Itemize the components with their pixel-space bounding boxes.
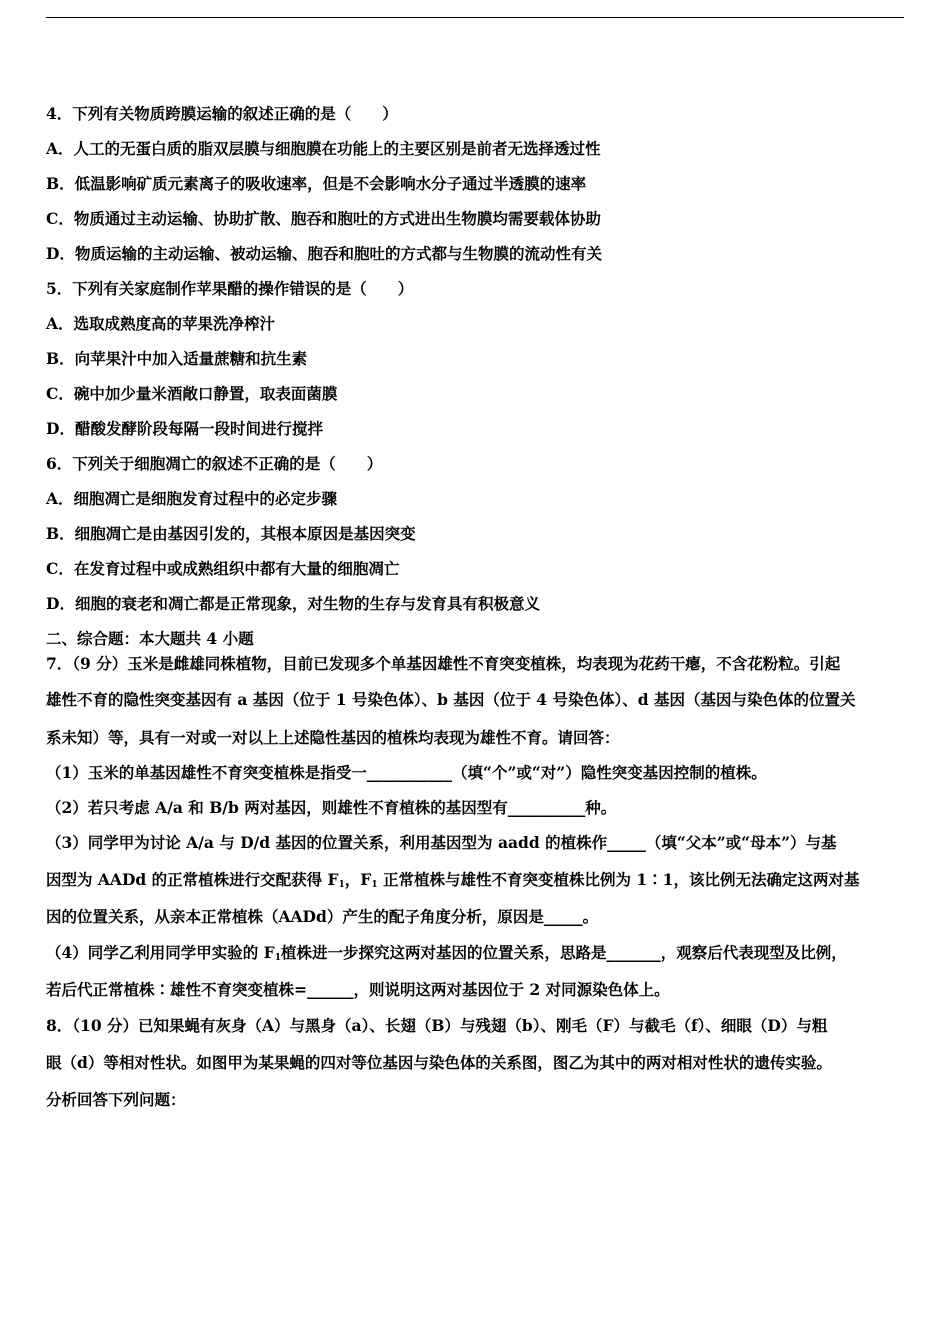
header-rule — [46, 17, 904, 18]
subscript-f1: 1 — [274, 953, 281, 963]
q7-intro-line-1: 7．（9 分）玉米是雌雄同株植物，目前已发现多个单基因雄性不育突变植株，均表现为花药干瘪，不含花粉粒。引起 — [46, 654, 841, 673]
q7-intro-line-3: 系未知）等，具有一对或一对以上上述隐性基因的植株均表现为雄性不育。请回答： — [46, 728, 620, 747]
q8-intro-line-1: 8．（10 分）已知果蝇有灰身（A）与黑身（a）、长翅（B）与残翅（b）、刚毛（F）与截毛（f）、细眼（D）与粗 — [46, 1016, 828, 1035]
q8-intro-line-2: 眼（d）等相对性状。如图甲为某果蝇的四对等位基因与染色体的关系图，图乙为其中的两对相对性状的遗传实验。 — [46, 1053, 832, 1072]
q6-option-c: C．在发育过程中或成熟组织中都有大量的细胞凋亡 — [46, 559, 400, 578]
section-heading: 二、综合题：本大题共 4 小题 — [46, 629, 254, 648]
q5-option-a: A．选取成熟度高的苹果洗净榨汁 — [46, 314, 276, 333]
q7-intro-line-2: 雄性不育的隐性突变基因有 a 基因（位于 1 号染色体）、b 基因（位于 4 号染色体）、d 基因（基因与染色体的位置关 — [46, 690, 856, 709]
q6-stem: 6．下列关于细胞凋亡的叙述不正确的是（ ） — [46, 454, 383, 473]
q7-part-4-line-2: 若后代正常植株∶雄性不育突变植株=______，则说明这两对基因位于 2 对同源染色体上。 — [46, 980, 670, 999]
q7-part-4-line-1 — [46, 943, 847, 963]
q7-part-3-line-3: 因的位置关系，从亲本正常植株（AADd）产生的配子角度分析，原因是_____。 — [46, 907, 599, 926]
q4-stem: 4．下列有关物质跨膜运输的叙述正确的是（ ） — [46, 104, 398, 123]
q7-part-3-text-a: 因型为 AADd 的正常植株进行交配获得 F — [46, 870, 339, 889]
q4-option-d: D．物质运输的主动运输、被动运输、胞吞和胞吐的方式都与生物膜的流动性有关 — [46, 244, 602, 263]
q4-option-a: A．人工的无蛋白质的脂双层膜与细胞膜在功能上的主要区别是前者无选择透过性 — [46, 139, 601, 158]
q5-stem: 5．下列有关家庭制作苹果醋的操作错误的是（ ） — [46, 279, 414, 298]
q7-part-3-text-c: 正常植株与雄性不育突变植株比例为 1∶1，该比例无法确定这两对基 — [377, 870, 860, 889]
q6-option-b: B．细胞凋亡是由基因引发的，其根本原因是基因突变 — [46, 524, 416, 543]
q6-option-a: A．细胞凋亡是细胞发育过程中的必定步骤 — [46, 489, 338, 508]
q7-part-3-line-2 — [46, 870, 859, 890]
q5-option-c: C．碗中加少量米酒敞口静置，取表面菌膜 — [46, 384, 338, 403]
subscript-1b: 1 — [371, 880, 378, 890]
q7-part-3-text-b: ，F — [344, 870, 372, 889]
q4-option-b: B．低温影响矿质元素离子的吸收速率，但是不会影响水分子通过半透膜的速率 — [46, 174, 587, 193]
q7-part-1: （1）玉米的单基因雄性不育突变植株是指受一___________（填“个”或“对”）隐性突变基因控制的植株。 — [46, 763, 767, 782]
q6-option-d: D．细胞的衰老和凋亡都是正常现象，对生物的生存与发育具有积极意义 — [46, 594, 540, 613]
q7-part-4-text-b: 植株进一步探究这两对基因的位置关系，思路是_______，观察后代表现型及比例， — [280, 943, 847, 962]
q4-option-c: C．物质通过主动运输、协助扩散、胞吞和胞吐的方式进出生物膜均需要载体协助 — [46, 209, 601, 228]
q7-part-4-text-a: （4）同学乙利用同学甲实验的 F — [46, 943, 275, 962]
subscript-1: 1 — [338, 880, 345, 890]
q5-option-b: B．向苹果汁中加入适量蔗糖和抗生素 — [46, 349, 308, 368]
q7-part-2: （2）若只考虑 A/a 和 B/b 两对基因，则雄性不育植株的基因型有__________种。 — [46, 798, 617, 817]
q7-part-3-line-1: （3）同学甲为讨论 A/a 与 D/d 基因的位置关系，利用基因型为 aadd 的植株作_____（填“父本”或“母本”）与基 — [46, 833, 837, 852]
q8-intro-line-3: 分析回答下列问题： — [46, 1090, 186, 1109]
q5-option-d: D．醋酸发酵阶段每隔一段时间进行搅拌 — [46, 419, 323, 438]
